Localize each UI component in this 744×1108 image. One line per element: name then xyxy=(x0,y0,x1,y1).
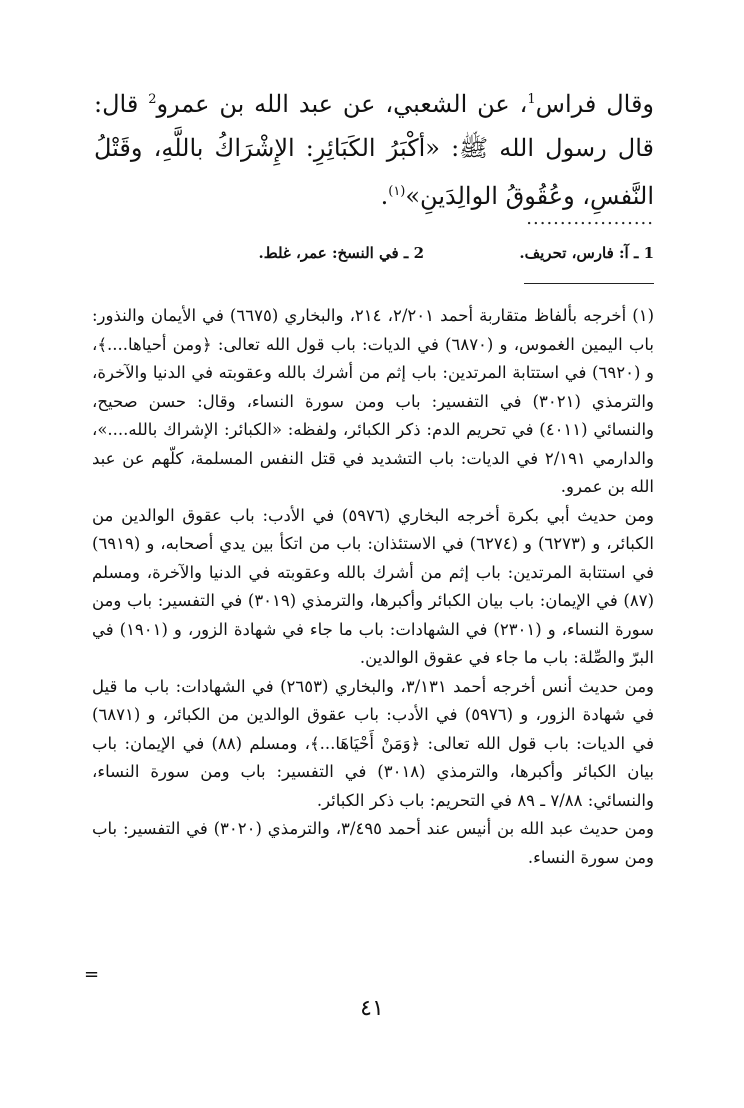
variant-ref-1: 1 xyxy=(527,92,536,107)
footnote-ref: (١) xyxy=(388,184,406,199)
variant-note-1: 1 ـ آ: فارس، تحريف. xyxy=(519,244,654,262)
main-text-end: . xyxy=(380,182,389,210)
footnote-marker: (١) xyxy=(632,306,655,325)
page-number: ٤١ xyxy=(360,996,384,1021)
footnote-paragraph-2: ومن حديث أبي بكرة أخرجه البخاري (٥٩٧٦) في الأدب: باب عقوق الوالدين من الكبائر، و (٦٢٧٣) و (٦٢٧٤) في الاستئذان: باب من اتكأ بين يدي أصحابه، و (٦٩١٩) في استتابة المرتدين: باب إثم من أشرك بالله وعقوبته في الدنيا والآخرة، ومسلم (٨٧) في الإيمان: باب بيان الكبائر وأكبرها، والترمذي (٣٠١٩) في التفسير: باب ومن سورة النساء، و (٢٣٠١) في الشهادات: باب ما جاء في شهادة الزور، و (١٩٠١) في البرّ والصِّلة: باب ما جاء في عقوق الوالدين. xyxy=(92,505,655,667)
main-text-rest: قال: قال رسول الله ﷺ: «أكْبَرُ الكَبَائِرِ: الإِشْرَاكُ باللَّهِ، وقَتْلُ النَّفسِ، وعُقُوقُ الوالِدَينِ» xyxy=(94,90,654,210)
main-text-start: وقال فراس xyxy=(535,90,655,118)
main-paragraph xyxy=(94,78,654,218)
footnote-text-1: أخرجه بألفاظ متقاربة أحمد ٢/٢٠١، ٢١٤، والبخاري (٦٦٧٥) في الأيمان والنذور: باب اليمين الغموس، و (٦٨٧٠) في الديات: باب قول الله تعالى: ﴿ومن أحياها....﴾، و (٦٩٢٠) في استتابة المرتدين: باب إثم من أشرك بالله وعقوبته في الدنيا والآخرة، والترمذي (٣٠٢١) في التفسير: باب ومن سورة النساء، وقال: حسن صحيح، والنسائي (٤٠١١) في تحريم الدم: ذكر الكبائر، ولفظه: «الكبائر: الإشراك بالله....»، والدارمي ٢/١٩١ في الديات: باب التشديد في قتل النفس المسلمة، كلّهم عن عبد الله بن عمرو. xyxy=(92,306,654,496)
main-text xyxy=(94,78,654,218)
footnote-divider xyxy=(524,283,654,284)
footnote-block xyxy=(92,302,654,872)
dotted-separator: ................... xyxy=(526,208,654,229)
footnote-paragraph-1 xyxy=(92,302,654,502)
variant-note-2: 2 ـ في النسخ: عمر، غلط. xyxy=(258,244,424,262)
variant-ref-2: 2 xyxy=(148,92,157,107)
continuation-mark: = xyxy=(84,964,100,985)
main-text-mid: ، عن الشعبي، عن عبد الله بن عمرو xyxy=(156,90,528,118)
footnote-paragraph-3: ومن حديث أنس أخرجه أحمد ٣/١٣١، والبخاري (٢٦٥٣) في الشهادات: باب ما قيل في شهادة الزور، و (٥٩٧٦) في الأدب: باب عقوق الوالدين من الكبائر، و (٦٨٧١) في الديات: باب قول الله تعالى: ﴿وَمَنْ أَحْيَاهَا...﴾، ومسلم (٨٨) في الإيمان: باب بيان الكبائر وأكبرها، والترمذي (٣٠١٨) في التفسير: باب ومن سورة النساء، والنسائي: ٧/٨٨ ـ ٨٩ في التحريم: باب ذكر الكبائر. xyxy=(92,676,654,810)
footnote-paragraph-4: ومن حديث عبد الله بن أنيس عند أحمد ٣/٤٩٥، والترمذي (٣٠٢٠) في التفسير: باب ومن سورة النساء. xyxy=(92,819,654,867)
